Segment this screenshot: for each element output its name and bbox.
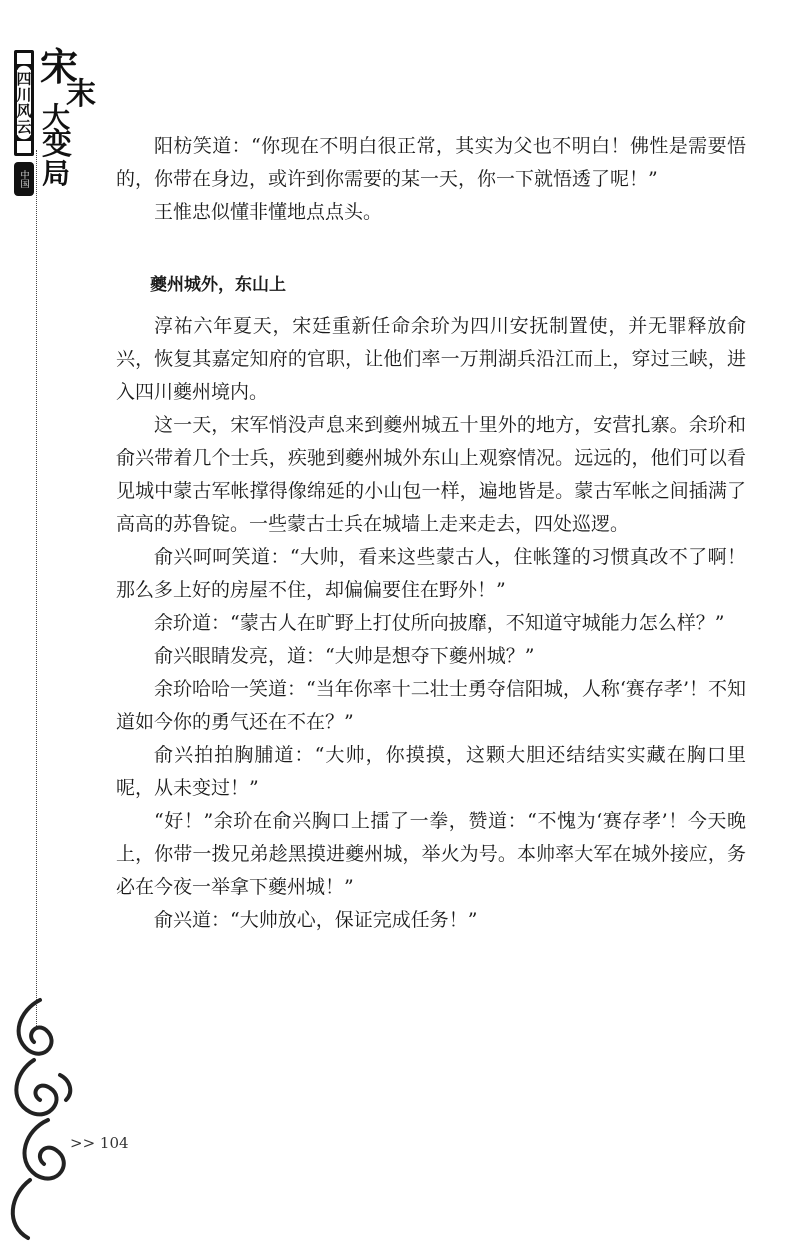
book-title-char: 大 [42, 101, 71, 134]
paragraph: 余玠哈哈一笑道：“当年你率十二壮士勇夺信阳城，人称‘赛存孝’！不知道如今你的勇气还在不在？” [116, 678, 746, 733]
paragraph: 这一天，宋军悄没声息来到夔州城五十里外的地方，安营扎寨。余玠和俞兴带着几个士兵，疾驰到夔州城外东山上观察情况。远远的，他们可以看见城中蒙古军帐撑得像绵延的小山包一样，遍地皆是。蒙古军帐之间插满了高高的苏鲁锭。一些蒙古士兵在城墙上走来走去，四处巡逻。 [116, 414, 746, 535]
paragraph: 俞兴道：“大帅放心，保证完成任务！” [154, 909, 478, 931]
book-title-char: 局 [42, 157, 71, 190]
section-heading: 夔州城外，东山上 [150, 275, 286, 295]
margin-dotted-rule [36, 150, 37, 1030]
book-title-char: 宋 [40, 44, 79, 89]
seal-text: 中国 [18, 170, 29, 188]
book-title-char: 变 [42, 127, 72, 162]
cloud-scroll-ornament [0, 980, 80, 1249]
book-title-char: 末 [66, 77, 96, 112]
paragraph: 俞兴拍拍胸脯道：“大帅，你摸摸，这颗大胆还结结实实藏在胸口里呢，从未变过！” [116, 744, 746, 799]
series-label-box [14, 50, 34, 156]
paragraph: 阳枋笑道：“你现在不明白很正常，其实为父也不明白！佛性是需要悟的，你带在身边，或许到你需要的某一天，你一下就悟透了呢！” [116, 135, 746, 190]
body-text [116, 130, 746, 937]
paragraph: 俞兴呵呵笑道：“大帅，看来这些蒙古人，住帐篷的习惯真改不了啊！那么多上好的房屋不住，却偏偏要住在野外！” [116, 546, 746, 601]
page-number: >> 104 [70, 1134, 129, 1152]
series-seal [14, 162, 34, 196]
paragraph: “好！”余玠在俞兴胸口上擂了一拳，赞道：“不愧为‘赛存孝’！今天晚上，你带一拨兄弟趁黑摸进夔州城，举火为号。本帅率大军在城外接应，务必在今夜一举拿下夔州城！” [116, 810, 746, 898]
paragraph: 淳祐六年夏天，宋廷重新任命余玠为四川安抚制置使，并无罪释放俞兴，恢复其嘉定知府的官职，让他们率一万荆湖兵沿江而上，穿过三峡，进入四川夔州境内。 [116, 315, 746, 403]
paragraph: 俞兴眼睛发亮，道：“大帅是想夺下夔州城？” [154, 645, 535, 667]
series-label: 【四川风云】 [14, 55, 33, 151]
paragraph: 王惟忠似懂非懂地点点头。 [154, 201, 383, 223]
paragraph: 余玠道：“蒙古人在旷野上打仗所向披靡，不知道守城能力怎么样？” [154, 612, 725, 634]
